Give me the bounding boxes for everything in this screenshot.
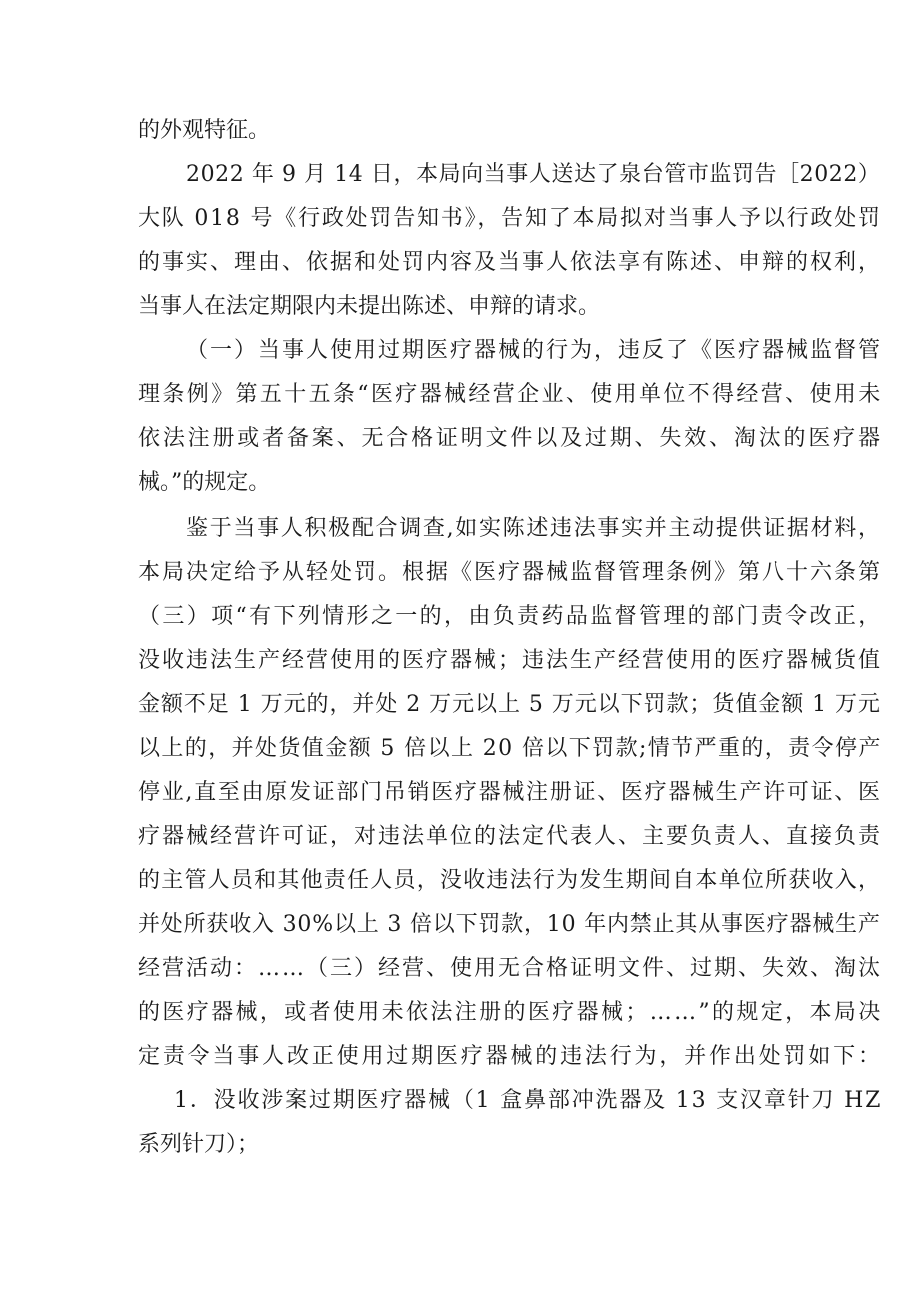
text-line: 系列针刀）；: [138, 1132, 260, 1157]
text-line: 械。”的规定。: [138, 470, 271, 495]
text-line: 经营活动：……（三）经营、使用无合格证明文件、过期、失效、淘汰: [138, 956, 883, 981]
text-line: 的医疗器械，或者使用未依法注册的医疗器械；……”的规定，本局决: [138, 1000, 883, 1025]
text-line: 1．没收涉案过期医疗器械（1 盒鼻部冲洗器及 13 支汉章针刀 HZ: [174, 1088, 883, 1113]
text-line: 并处所获收入 30%以上 3 倍以下罚款，10 年内禁止其从事医疗器械生产: [138, 912, 881, 937]
text-line: 本局决定给予从轻处罚。根据《医疗器械监督管理条例》第八十六条第: [138, 560, 883, 585]
text-line: 定责令当事人改正使用过期医疗器械的违法行为，并作出处罚如下：: [138, 1044, 883, 1069]
text-line: 停业,直至由原发证部门吊销医疗器械注册证、医疗器械生产许可证、医: [138, 780, 882, 805]
text-line: 没收违法生产经营使用的医疗器械；违法生产经营使用的医疗器械货值: [138, 648, 883, 673]
text-line: 的事实、理由、依据和处罚内容及当事人依法享有陈述、申辩的权利，: [138, 250, 883, 275]
text-line: 2022 年 9 月 14 日，本局向当事人送达了泉台管市监罚告［2022）: [186, 162, 881, 187]
text-line: 理条例》第五十五条“医疗器械经营企业、使用单位不得经营、使用未: [138, 382, 883, 407]
text-line: 依法注册或者备案、无合格证明文件以及过期、失效、淘汰的医疗器: [138, 426, 883, 451]
text-line: （一）当事人使用过期医疗器械的行为，违反了《医疗器械监督管: [186, 338, 883, 363]
text-line: 的外观特征。: [138, 118, 271, 143]
text-line: 大队 018 号《行政处罚告知书》，告知了本局拟对当事人予以行政处罚: [138, 206, 882, 231]
text-line: 当事人在法定期限内未提出陈述、申辩的请求。: [138, 294, 601, 319]
text-line: 金额不足 1 万元的，并处 2 万元以上 5 万元以下罚款；货值金额 1 万元: [138, 692, 881, 717]
text-line: （三）项“有下列情形之一的，由负责药品监督管理的部门责令改正，: [138, 604, 883, 629]
text-line: 以上的，并处货值金额 5 倍以上 20 倍以下罚款;情节严重的，责令停产: [138, 736, 882, 761]
text-line: 的主管人员和其他责任人员，没收违法行为发生期间自本单位所获收入，: [138, 868, 882, 893]
text-line: 鉴于当事人积极配合调查,如实陈述违法事实并主动提供证据材料，: [186, 516, 882, 541]
text-line: 疗器械经营许可证，对违法单位的法定代表人、主要负责人、直接负责: [138, 824, 883, 849]
